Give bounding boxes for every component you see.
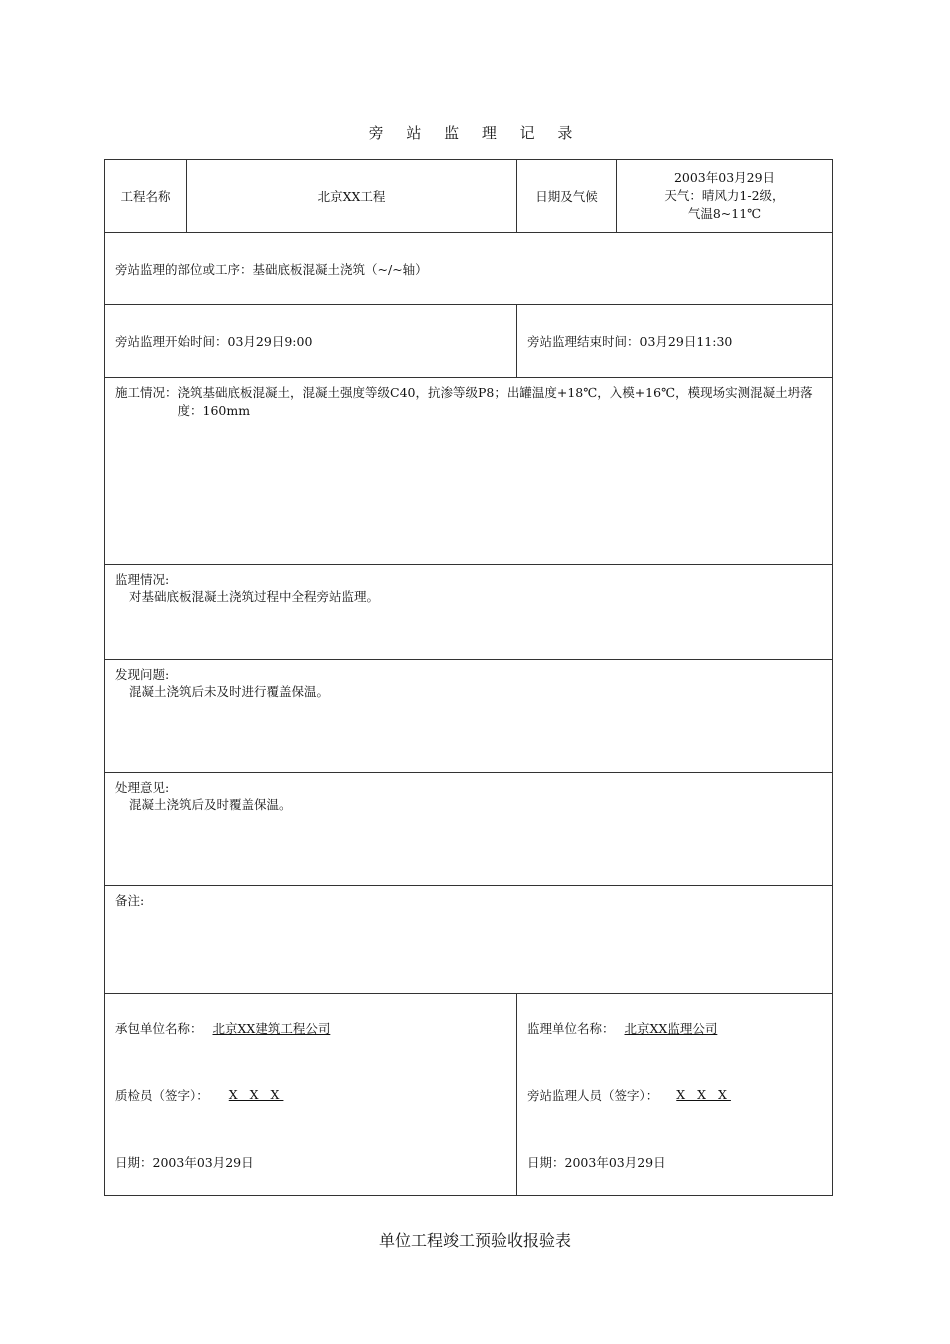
supervisor-date-value: 2003年03月29日	[564, 1154, 666, 1170]
temperature-value: 气温8~11℃	[687, 206, 762, 221]
supervision-person-signature: X X X	[676, 1087, 731, 1102]
supervision-row	[105, 565, 833, 660]
project-row	[105, 160, 833, 233]
supervisor-signature-cell	[517, 994, 833, 1196]
issues-label: 发现问题:	[115, 667, 170, 682]
location-cell	[105, 233, 833, 305]
remarks-cell	[105, 886, 833, 994]
inspector-signature: X X X	[228, 1087, 284, 1102]
contractor-name-value: 北京XX建筑工程公司	[212, 1020, 331, 1036]
location-label: 旁站监理的部位或工序：	[115, 261, 253, 277]
times-row	[105, 305, 833, 378]
construction-label: 施工情况：	[115, 385, 178, 400]
handling-row	[105, 773, 833, 886]
contractor-name-line	[115, 994, 506, 1061]
supervisor-date-line	[527, 1128, 822, 1195]
issues-text: 混凝土浇筑后未及时进行覆盖保温。	[129, 684, 330, 699]
location-value: 基础底板混凝土浇筑（~/~轴）	[252, 261, 428, 277]
remarks-row	[105, 886, 833, 994]
construction-text: 浇筑基础底板混凝土，混凝土强度等级C40，抗渗等级P8；出罐温度+18℃，入模+16℃，模现场实测混凝土坍落度：160mm	[177, 385, 813, 418]
location-row	[105, 233, 833, 305]
end-time-label: 旁站监理结束时间：	[527, 334, 640, 349]
start-time-value: 03月29日9:00	[227, 334, 313, 349]
contractor-date-value: 2003年03月29日	[152, 1154, 254, 1170]
end-time-value: 03月29日11:30	[639, 334, 733, 349]
supervisor-name-line	[527, 994, 822, 1061]
handling-label: 处理意见:	[115, 780, 170, 795]
start-time-cell	[105, 305, 517, 378]
supervisor-name-label: 监理单位名称：	[527, 1020, 615, 1036]
project-name-label: 工程名称	[105, 160, 187, 233]
issues-row	[105, 660, 833, 773]
issues-cell	[105, 660, 833, 773]
date-weather-cell	[617, 160, 833, 233]
project-name-value: 北京XX工程	[187, 160, 517, 233]
contractor-signature-cell	[105, 994, 517, 1196]
date-value: 2003年03月29日	[673, 170, 776, 185]
handling-cell	[105, 773, 833, 886]
start-time-label: 旁站监理开始时间：	[115, 334, 228, 349]
remarks-label: 备注:	[115, 893, 145, 908]
supervisor-name-value: 北京XX监理公司	[624, 1020, 718, 1036]
supervision-record-table	[104, 159, 833, 1196]
supervision-person-line	[527, 1061, 822, 1128]
supervisor-date-label: 日期：	[527, 1154, 565, 1170]
supervision-person-label: 旁站监理人员（签字）：	[527, 1087, 659, 1103]
construction-row	[105, 378, 833, 565]
weather-value: 天气：晴风力1-2级，	[664, 188, 785, 203]
construction-cell	[105, 378, 833, 565]
handling-text: 混凝土浇筑后及时覆盖保温。	[129, 797, 292, 812]
document-title: 旁 站 监 理 记 录	[368, 124, 582, 142]
date-weather-label: 日期及气候	[517, 160, 617, 233]
supervision-label: 监理情况:	[115, 572, 170, 587]
inspector-line	[115, 1061, 506, 1128]
contractor-date-label: 日期：	[115, 1154, 153, 1170]
contractor-date-line	[115, 1128, 506, 1195]
inspector-label: 质检员（签字）：	[115, 1087, 209, 1103]
end-time-cell	[517, 305, 833, 378]
supervision-text: 对基础底板混凝土浇筑过程中全程旁站监理。	[129, 589, 380, 604]
next-form-title: 单位工程竣工预验收报验表	[378, 1231, 571, 1250]
contractor-name-label: 承包单位名称：	[115, 1020, 203, 1036]
supervision-cell	[105, 565, 833, 660]
signature-row	[105, 994, 833, 1196]
